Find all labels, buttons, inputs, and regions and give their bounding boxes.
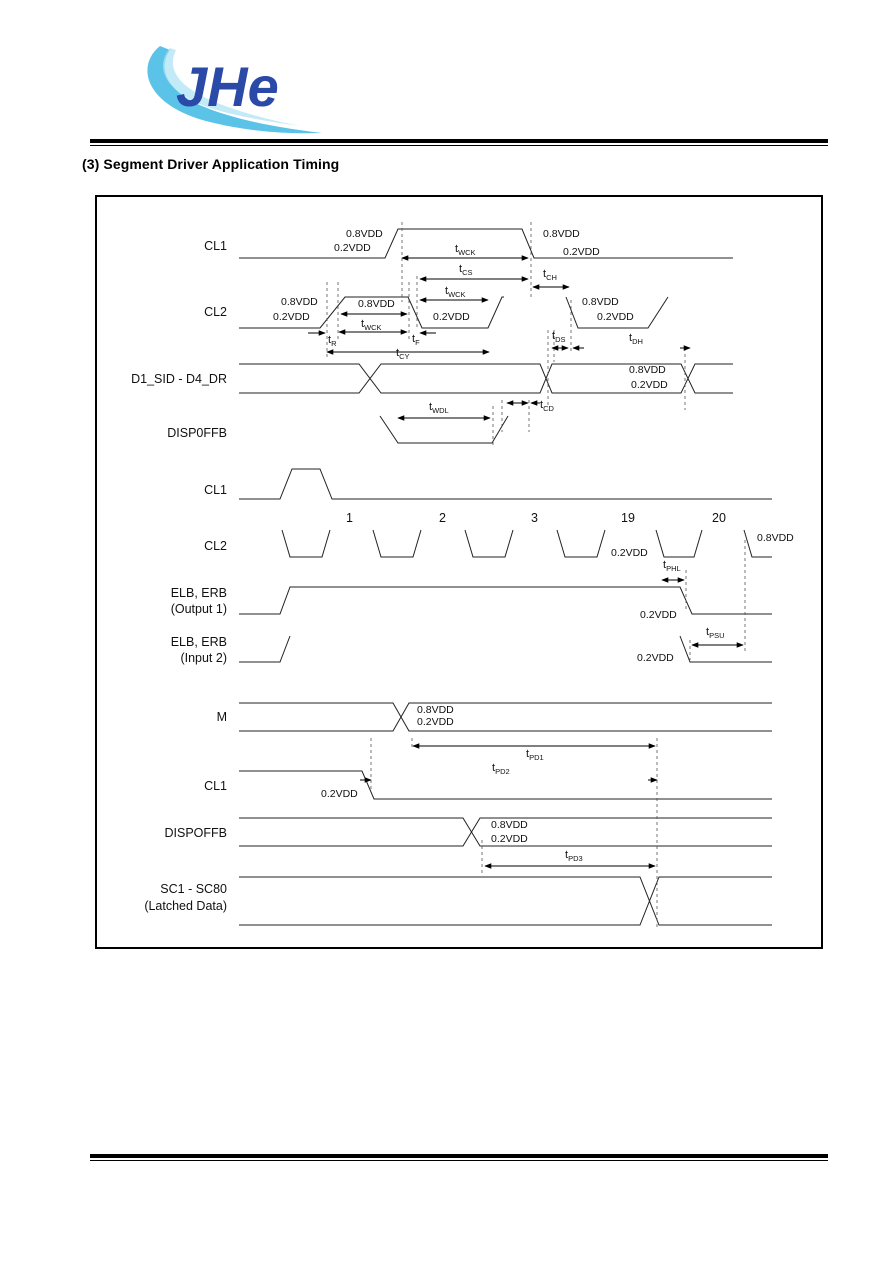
param-tr: $t_R$ (328, 334, 337, 348)
level-label: 0.2VDD (631, 379, 668, 391)
clock-number: 19 (621, 511, 635, 525)
clock-number: 3 (531, 511, 538, 525)
level-label: 0.2VDD (491, 833, 528, 845)
clock-number: 20 (712, 511, 726, 525)
label-sc-1: SC1 - SC80 (160, 882, 227, 896)
level-label: 0.8VDD (346, 228, 383, 240)
footer-rule-thin (90, 1160, 828, 1161)
wave-m-bot (239, 703, 772, 731)
param-tphl: $t_{PHL}$ (663, 559, 681, 573)
level-label: 0.2VDD (273, 311, 310, 323)
wave-sc-top (239, 877, 772, 925)
wave-sc-bot (239, 877, 772, 925)
param-tds: $t_{DS}$ (552, 330, 566, 344)
level-label: 0.8VDD (582, 296, 619, 308)
param-tpd1: $t_{PD1}$ (526, 748, 544, 762)
param-twdl: $t_{WDL}$ (429, 401, 449, 415)
wave-m-top (239, 703, 772, 731)
wave-cl2-b1 (282, 530, 330, 557)
wave-cl1-a (239, 229, 733, 258)
wave-elb-in2 (680, 636, 772, 662)
param-tcy: $t_{CY}$ (396, 347, 410, 361)
level-label: 0.2VDD (640, 609, 677, 621)
wave-cl2-b3 (465, 530, 513, 557)
level-label: 0.2VDD (417, 716, 454, 728)
param-tcs: $t_{CS}$ (459, 263, 473, 277)
label-m: M (216, 710, 227, 724)
label-elb-out-2: (Output 1) (170, 602, 227, 616)
wave-cl2-b2 (373, 530, 421, 557)
level-label: 0.2VDD (433, 311, 470, 323)
wave-elb-out (239, 587, 772, 614)
level-label: 0.2VDD (637, 652, 674, 664)
wave-dispoffb-a (380, 416, 508, 443)
label-elb-out-1: ELB, ERB (170, 586, 227, 600)
label-cl1-c: CL1 (204, 779, 227, 793)
level-label: 0.8VDD (281, 296, 318, 308)
label-dispoffb-a: DISP0FFB (167, 426, 227, 440)
level-label: 0.2VDD (597, 311, 634, 323)
footer-rule (90, 1154, 828, 1158)
level-label: 0.8VDD (358, 298, 395, 310)
label-elb-in-1: ELB, ERB (170, 635, 227, 649)
level-label: 0.2VDD (611, 547, 648, 559)
param-twck-3: $t_{WCK}$ (361, 318, 382, 332)
param-tf: $t_F$ (412, 333, 420, 347)
label-cl2-b: CL2 (204, 539, 227, 553)
param-tpd2: $t_{PD2}$ (492, 762, 510, 776)
param-tpsu: $t_{PSU}$ (706, 626, 725, 640)
param-tpd3: $t_{PD3}$ (565, 849, 583, 863)
wave-cl2-b4 (557, 530, 605, 557)
logo-letters: JHe (176, 55, 279, 118)
param-tch: $t_{CH}$ (543, 268, 557, 282)
level-label: 0.8VDD (757, 532, 794, 544)
level-label: 0.8VDD (417, 704, 454, 716)
label-cl1-a: CL1 (204, 239, 227, 253)
clock-number: 1 (346, 511, 353, 525)
label-sc-2: (Latched Data) (144, 899, 227, 913)
param-tdh: $t_{DH}$ (629, 332, 643, 346)
wave-cl1-b (239, 469, 772, 499)
param-twck-2: $t_{WCK}$ (445, 285, 466, 299)
section-title: (3) Segment Driver Application Timing (82, 156, 340, 172)
label-cl1-b: CL1 (204, 483, 227, 497)
label-elb-in-2: (Input 2) (180, 651, 227, 665)
level-label: 0.2VDD (334, 242, 371, 254)
level-label: 0.2VDD (321, 788, 358, 800)
level-label: 0.8VDD (629, 364, 666, 376)
level-label: 0.8VDD (491, 819, 528, 831)
wave-elb-in (239, 636, 290, 662)
label-dispoffb-c: DISPOFFB (164, 826, 227, 840)
level-label: 0.2VDD (563, 246, 600, 258)
clock-number: 2 (439, 511, 446, 525)
label-data: D1_SID - D4_DR (131, 372, 227, 386)
param-twck-1: $t_{WCK}$ (455, 243, 476, 257)
param-tcd: $t_{CD}$ (540, 399, 554, 413)
level-label: 0.8VDD (543, 228, 580, 240)
label-cl2-a: CL2 (204, 305, 227, 319)
wave-cl2-b5 (656, 530, 702, 557)
